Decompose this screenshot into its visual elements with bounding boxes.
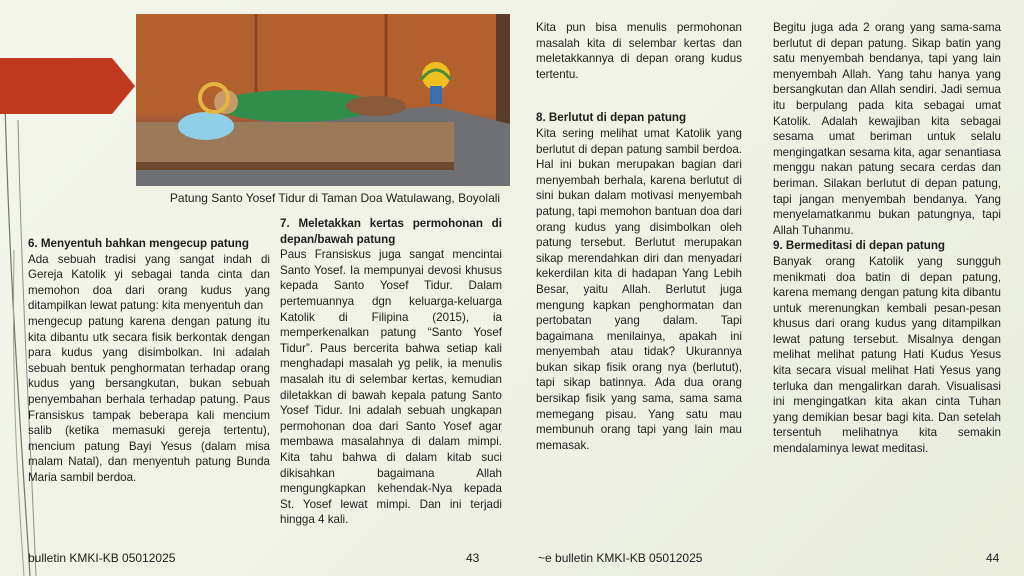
section-7-heading: 7. Meletakkan kertas permohonan di depan/bawah patung	[280, 217, 502, 246]
section-6-heading: 6. Menyentuh bahkan mengecup patung	[28, 237, 249, 250]
section-9-heading: 9. Bermeditasi di depan patung	[773, 239, 946, 253]
column-1	[28, 236, 270, 486]
photo-caption: Patung Santo Yosef Tidur di Taman Doa Watulawang, Boyolali	[169, 191, 501, 205]
section-7-paragraph: Paus Fransiskus juga sangat mencintai Santo Yosef. Ia mempunyai devosi khusus kepada Santo Yosef Tidur. Dalam pertemuannya dgn keluarga-keluarga Katolik di Filipina (2015), ia memperkenalkan patung “Santo Yosef Tidur”. Paus bercerita bahwa setiap kali menghadapi masalah yg pelik, ia menulis masalah itu di selembar kertas, kemudian diletakkan di bawah kepala patung Santo Yosef Tidur. Ini adalah sebuah ungkapan permohonan doa dari Santo Yosef agar membawa masalahnya di dalam mimpi. Kita tahu bahwa di dalam kitab suci dikisahkan bagaimana Allah mengungkapkan kehendak-Nya kepada St. Yosef lewat mimpi. Dan ini terjadi hingga 4 kali.	[280, 248, 502, 527]
section-9-paragraph: Banyak orang Katolik yang sungguh menikmati doa batin di depan patung, karena memang dengan patung kita dibantu untuk merenungkan kembali pesan-pesan khusus dari orang kudus yang ditampilkan lewat patung tersebut. Misalnya dengan melihat melihat patung Hati Kudus Yesus kita secara visual melihat Hati Yesus yang terluka dan mengalirkan darah. Visualisasi ini mengingatkan kita akan cinta Tuhan yang demikian besar bagi kita. Dan setelah tersentuh melihatnya kita semakin mendalaminya lewat meditasi.	[773, 254, 1001, 456]
section-6-paragraph-1: Ada sebuah tradisi yang sangat indah di Gereja Katolik yi sebagai tanda cinta dan memohon doa dari orang kudus yang ditampilkan lewat patung: kita menyentuh dan	[28, 252, 270, 313]
section-8-paragraph: Kita sering melihat umat Katolik yang berlutut di depan patung sambil berdoa. Hal ini bukan merupakan bagian dari menyembah berhala, karena berlutut di sini bukan dalam motivasi menyembah patung, tapi memohon bantuan doa dari orang kudus yang disimbolkan oleh patung tersebut. Berlutut merupakan sikap merendahkan diri dan menyadari kekerdilan kita di hadapan Yang Lebih Besar, yaitu Allah. Berlutut juga mengung kapkan penghormatan dan pertobatan yang dalam. Tapi bagaimana menilainya, apakah ini menyembah atau tidak? Ukurannya bukan sikap fisik orang nya (berlutut), tapi sikap batinnya. Ada dua orang bersikap fisik yang sama, sama sama memegang pisau. Yang satu mau membunuh orang tapi yang lain mau memasak.	[536, 126, 742, 452]
saint-joseph-statue-photo	[136, 14, 510, 186]
section-7-continuation: Kita pun bisa menulis permohonan masalah kita di selembar kertas dan meletakkannya di depan orang kudus tertentu.	[536, 21, 742, 81]
column-2	[280, 216, 502, 528]
photo-image	[136, 14, 510, 186]
section-8-heading: 8. Berlutut di depan patung	[536, 111, 687, 125]
footer-left-label: bulletin KMKI-KB 05012025	[28, 551, 176, 565]
footer-right-page-number: 44	[986, 551, 1000, 565]
footer-right-label: ~e bulletin KMKI-KB 05012025	[538, 551, 703, 565]
section-8-continuation: Begitu juga ada 2 orang yang sama-sama berlutut di depan patung. Sikap batin yang satu menyembah bendanya, tapi yang lain menyembah Allah. Yang tahu hanya yang bersangkutan dan Allah sendiri. Jadi semua itu berpulang pada kita sebagai umat Katolik. Adalah kewajiban kita sebagai sesama umat beriman untuk selalu mengingatkan sesama kita, agar senantiasa menggu nakan patung secara cerdas dan beriman. Silakan berlutut di depan patung, tapi jangan menyembah bendanya. Yang menyelamatkanmu bukan patungnya, tapi Allah Tuhanmu.	[773, 21, 1001, 237]
column-4	[773, 20, 1001, 457]
section-6-paragraph-2: mengecup patung karena dengan patung itu kita dibantu utk secara fisik berkontak dengan para kudus yang disimbolkan. Ini adalah sebuah bentuk penghormatan terhadap orang kudus yang bersangkutan, bukan sebuah penyembahan berhala terhadap patung. Paus Fransiskus tampak beberapa kali mencium salib (ketika memasuki gereja tertentu), mencium patung Bayi Yesus (dalam misa malam Natal), dan menyentuh patung Bunda Maria sambil berdoa.	[28, 314, 270, 484]
column-3	[536, 20, 742, 453]
red-arrow-banner	[0, 58, 135, 114]
footer-left-page-number: 43	[466, 551, 480, 565]
